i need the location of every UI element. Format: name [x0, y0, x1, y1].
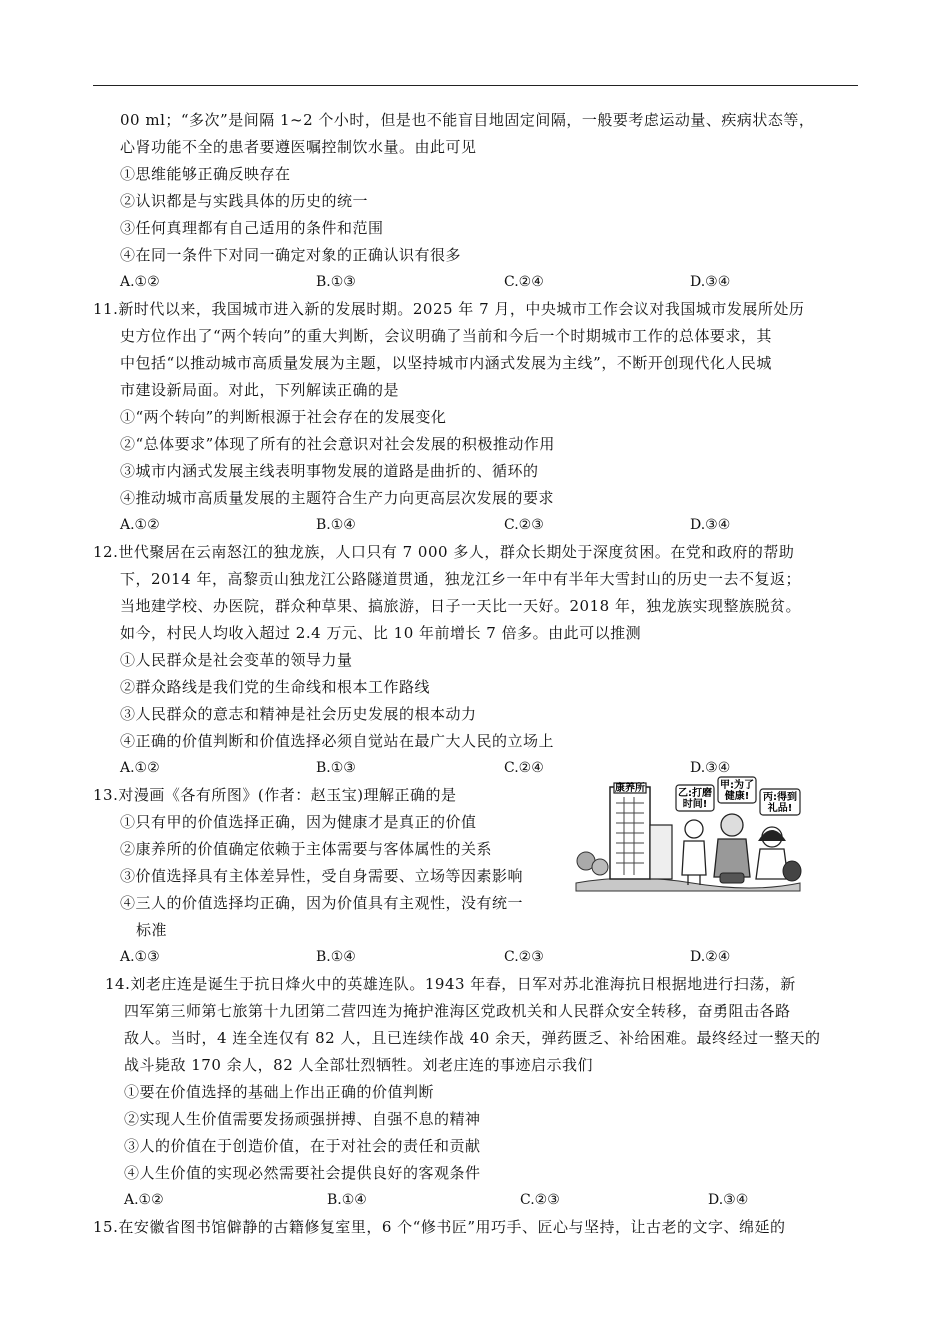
q14-statement-1: ①要在价值选择的基础上作出正确的价值判断: [124, 1083, 435, 1101]
q10-option-c[interactable]: C.②④: [504, 274, 544, 290]
q12-option-a[interactable]: A.①②: [120, 760, 160, 776]
q14-statement-4: ④人生价值的实现必然需要社会提供良好的客观条件: [124, 1164, 481, 1182]
q11-stem: 中包括“以推动城市高质量发展为主题，以坚持城市内涵式发展为主线”，不断开创现代化人民城: [120, 354, 772, 372]
q12-stem: 12.世代聚居在云南怒江的独龙族，人口只有 7 000 多人，群众长期处于深度贫困。在党和政府的帮助: [93, 543, 795, 561]
building-sign: 康养所: [615, 783, 645, 794]
q10-statement-1: ①思维能够正确反映存在: [120, 165, 291, 183]
q12-statement-3: ③人民群众的意志和精神是社会历史发展的根本动力: [120, 705, 477, 723]
q13-statement-3: ③价值选择具有主体差异性，受自身需要、立场等因素影响: [120, 867, 524, 885]
q12-statement-4: ④正确的价值判断和价值选择必须自觉站在最广大人民的立场上: [120, 732, 555, 750]
q14-option-b[interactable]: B.①④: [327, 1192, 367, 1208]
bubble-jia-line2: 健康!: [724, 791, 750, 802]
q10-text-line: 00 ml；“多次”是间隔 1~2 个小时，但是也不能盲目地固定间隔，一般要考虑运动量、疾病状态等，: [120, 111, 815, 129]
q11-stem: 11.新时代以来，我国城市进入新的发展时期。2025 年 7 月，中央城市工作会议对我国城市发展所处历: [93, 300, 805, 318]
q13-statement-4-cont: 标准: [136, 921, 168, 939]
bubble-jia-line1: 甲:为了: [720, 780, 754, 791]
q13-statement-4: ④三人的价值选择均正确，因为价值具有主观性，没有统一: [120, 894, 524, 912]
q14-statement-3: ③人的价值在于创造价值，在于对社会的责任和贡献: [124, 1137, 481, 1155]
q15-stem: 15.在安徽省图书馆僻静的古籍修复室里，6 个“修书匠”用巧手、匠心与坚持，让古老的文字、绵延的: [93, 1218, 786, 1236]
q12-option-b[interactable]: B.①③: [316, 760, 356, 776]
bubble-bing-line2: 礼品!: [767, 803, 793, 814]
q12-stem: 当地建学校、办医院，群众种草果、搞旅游，日子一天比一天好。2018 年，独龙族实现整族脱贫。: [120, 597, 801, 615]
q14-option-a[interactable]: A.①②: [124, 1192, 164, 1208]
bubble-yi-line2: 时间!: [682, 799, 708, 810]
q13-option-a[interactable]: A.①③: [120, 949, 160, 965]
q12-statement-1: ①人民群众是社会变革的领导力量: [120, 651, 353, 669]
q14-stem: 14.刘老庄连是诞生于抗日烽火中的英雄连队。1943 年春，日军对苏北淮海抗日根据地进行扫荡，新: [105, 975, 796, 993]
q11-statement-2: ②“总体要求”体现了所有的社会意识对社会发展的积极推动作用: [120, 435, 555, 453]
q13-stem: 13.对漫画《各有所图》(作者：赵玉宝)理解正确的是: [93, 786, 457, 804]
header-rule: [93, 85, 858, 86]
q10-option-b[interactable]: B.①③: [316, 274, 356, 290]
q10-option-d[interactable]: D.③④: [690, 274, 731, 290]
bubble-yi-line1: 乙:打磨: [678, 788, 712, 799]
q13-option-b[interactable]: B.①④: [316, 949, 356, 965]
q13-statement-1: ①只有甲的价值选择正确，因为健康才是真正的价值: [120, 813, 477, 831]
q12-option-d[interactable]: D.③④: [690, 760, 731, 776]
q12-statement-2: ②群众路线是我们党的生命线和根本工作路线: [120, 678, 431, 696]
q11-option-a[interactable]: A.①②: [120, 517, 160, 533]
q10-statement-2: ②认识都是与实践具体的历史的统一: [120, 192, 369, 210]
q10-text-line: 心肾功能不全的患者要遵医嘱控制饮水量。由此可见: [120, 138, 477, 156]
q13-option-c[interactable]: C.②③: [504, 949, 544, 965]
q14-stem: 战斗毙敌 170 余人，82 人全部壮烈牺牲。刘老庄连的事迹启示我们: [124, 1056, 594, 1074]
q10-statement-4: ④在同一条件下对同一确定对象的正确认识有很多: [120, 246, 462, 264]
cartoon-illustration: [572, 775, 804, 895]
q14-statement-2: ②实现人生价值需要发扬顽强拼搏、自强不息的精神: [124, 1110, 481, 1128]
q11-option-c[interactable]: C.②③: [504, 517, 544, 533]
q11-statement-4: ④推动城市高质量发展的主题符合生产力向更高层次发展的要求: [120, 489, 555, 507]
q11-stem: 市建设新局面。对此，下列解读正确的是: [120, 381, 400, 399]
q14-option-d[interactable]: D.③④: [708, 1192, 749, 1208]
q11-option-d[interactable]: D.③④: [690, 517, 731, 533]
q10-statement-3: ③任何真理都有自己适用的条件和范围: [120, 219, 384, 237]
q13-option-d[interactable]: D.②④: [690, 949, 731, 965]
q14-stem: 四军第三师第七旅第十九团第二营四连为掩护淮海区党政机关和人民群众安全转移，奋勇阻击各路: [124, 1002, 791, 1020]
q12-stem: 下，2014 年，高黎贡山独龙江公路隧道贯通，独龙江乡一年中有半年大雪封山的历史一去不复返；: [120, 570, 801, 588]
q10-option-a[interactable]: A.①②: [120, 274, 160, 290]
bubble-bing-line1: 丙:得到: [763, 792, 797, 803]
q14-stem: 敌人。当时，4 连全连仅有 82 人，且已连续作战 40 余天，弹药匮乏、补给困难。最终经过一整天的: [124, 1029, 821, 1047]
q12-option-c[interactable]: C.②④: [504, 760, 544, 776]
q14-option-c[interactable]: C.②③: [520, 1192, 560, 1208]
q13-statement-2: ②康养所的价值确定依赖于主体需要与客体属性的关系: [120, 840, 493, 858]
q11-option-b[interactable]: B.①④: [316, 517, 356, 533]
q11-stem: 史方位作出了“两个转向”的重大判断，会议明确了当前和今后一个时期城市工作的总体要求，其: [120, 327, 772, 345]
q12-stem: 如今，村民人均收入超过 2.4 万元、比 10 年前增长 7 倍多。由此可以推测: [120, 624, 642, 642]
q11-statement-1: ①“两个转向”的判断根源于社会存在的发展变化: [120, 408, 447, 426]
q11-statement-3: ③城市内涵式发展主线表明事物发展的道路是曲折的、循环的: [120, 462, 539, 480]
